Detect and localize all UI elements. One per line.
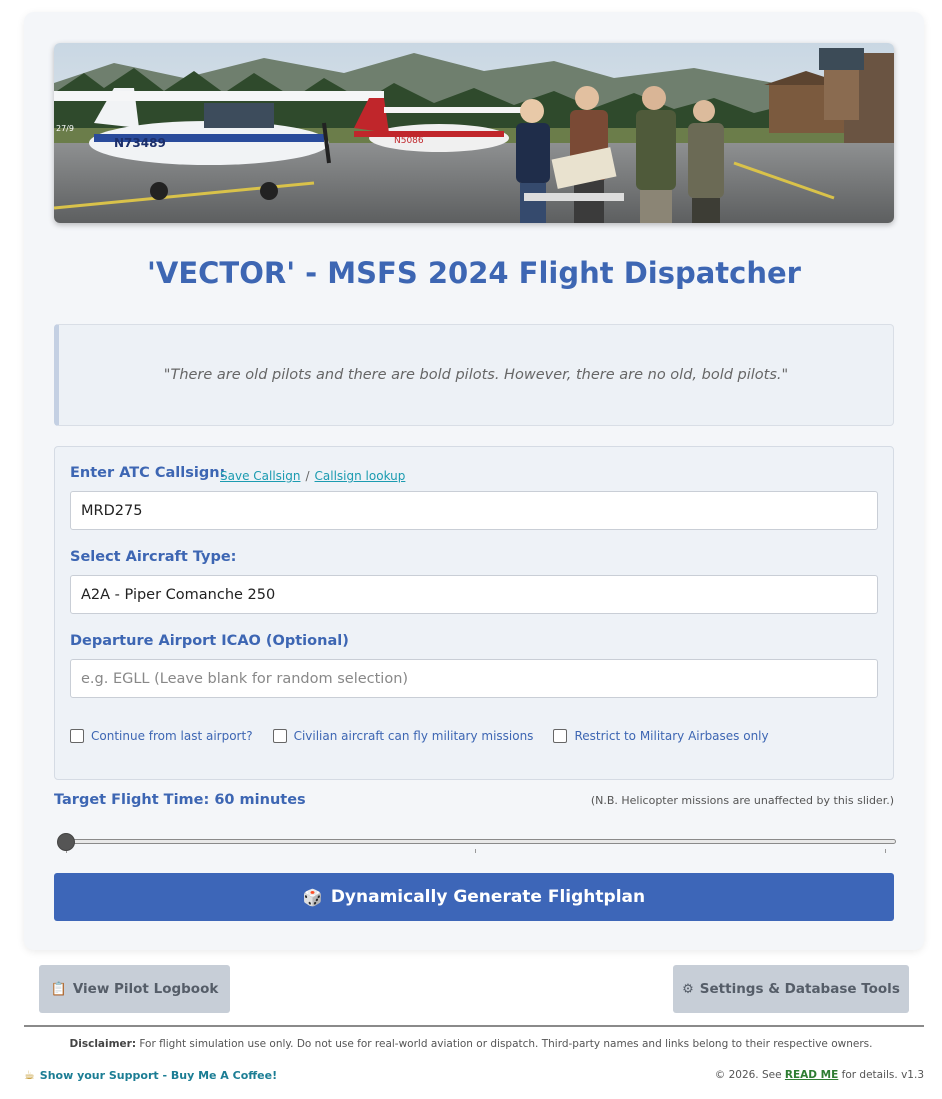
svg-text:N5086: N5086 — [394, 136, 424, 146]
generate-button-label: Dynamically Generate Flightplan — [330, 887, 646, 907]
checkbox-label: Continue from last airport? — [91, 729, 253, 743]
logbook-button-label: View Pilot Logbook — [72, 981, 219, 997]
disclaimer — [0, 1038, 942, 1050]
coffee-icon: ☕ — [24, 1068, 35, 1082]
support-label[interactable]: Show your Support - Buy Me A Coffee! — [39, 1068, 278, 1082]
callsign-label: Enter ATC Callsign: — [70, 465, 226, 481]
disclaimer-text: For flight simulation use only. Do not use for real-world aviation or dispatch. Third-party names and links belong to their respective owners. — [136, 1038, 873, 1050]
svg-text:27/9: 27/9 — [56, 124, 74, 133]
callsign-input[interactable] — [81, 503, 867, 519]
gear-icon: ⚙ — [682, 981, 694, 997]
copyright-suffix: for details. v1.3 — [838, 1069, 924, 1081]
copyright — [715, 1069, 924, 1081]
continue-last-airport-checkbox[interactable] — [70, 729, 84, 743]
airfield-photo — [54, 43, 894, 223]
dice-icon: 🎲 — [302, 887, 323, 907]
settings-button[interactable] — [673, 965, 909, 1013]
flight-time-slider-thumb[interactable] — [57, 833, 75, 851]
checkbox-label: Restrict to Military Airbases only — [574, 729, 769, 743]
dispatch-form — [54, 446, 894, 780]
civilian-military-option[interactable] — [273, 729, 534, 743]
aircraft-select[interactable] — [70, 575, 878, 614]
checkbox-label: Civilian aircraft can fly military missions — [293, 729, 534, 743]
view-logbook-button[interactable] — [39, 965, 230, 1013]
departure-input[interactable] — [81, 671, 867, 687]
link-separator: / — [305, 469, 310, 483]
military-airbases-checkbox[interactable] — [553, 729, 567, 743]
aircraft-selected-value: A2A - Piper Comanche 250 — [81, 586, 276, 603]
main-card — [24, 12, 924, 950]
aircraft-label: Select Aircraft Type: — [70, 549, 237, 565]
continue-last-airport-option[interactable] — [70, 729, 253, 743]
military-airbases-option[interactable] — [553, 729, 768, 743]
options-checkboxes — [70, 729, 789, 743]
clipboard-icon: 📋 — [50, 981, 67, 997]
svg-text:N73489: N73489 — [114, 136, 166, 150]
disclaimer-heading: Disclaimer: — [69, 1038, 137, 1050]
flight-time-slider-track[interactable] — [60, 839, 896, 844]
slider-note: (N.B. Helicopter missions are unaffected by this slider.) — [590, 794, 894, 807]
save-callsign-link[interactable]: Save Callsign — [220, 469, 301, 483]
generate-flightplan-button[interactable] — [54, 873, 894, 921]
quote-box — [54, 324, 894, 426]
pilot-quote: "There are old pilots and there are bold pilots. However, there are no old, bold pilots." — [163, 367, 789, 383]
settings-button-label: Settings & Database Tools — [699, 981, 900, 997]
callsign-links — [220, 469, 405, 483]
callsign-lookup-link[interactable]: Callsign lookup — [314, 469, 406, 483]
readme-link[interactable]: READ ME — [784, 1069, 839, 1081]
support-link[interactable] — [24, 1068, 277, 1082]
page-title: 'VECTOR' - MSFS 2024 Flight Dispatcher — [147, 256, 801, 290]
header-banner-image — [54, 43, 894, 223]
flight-time-label: Target Flight Time: 60 minutes — [54, 792, 306, 808]
copyright-prefix: © 2026. See — [714, 1069, 785, 1081]
slider-tick — [475, 849, 476, 853]
civilian-military-checkbox[interactable] — [273, 729, 287, 743]
callsign-field[interactable] — [70, 491, 878, 530]
slider-tick — [885, 849, 886, 853]
departure-label: Departure Airport ICAO (Optional) — [70, 633, 349, 649]
footer-divider — [24, 1025, 924, 1027]
departure-field[interactable] — [70, 659, 878, 698]
